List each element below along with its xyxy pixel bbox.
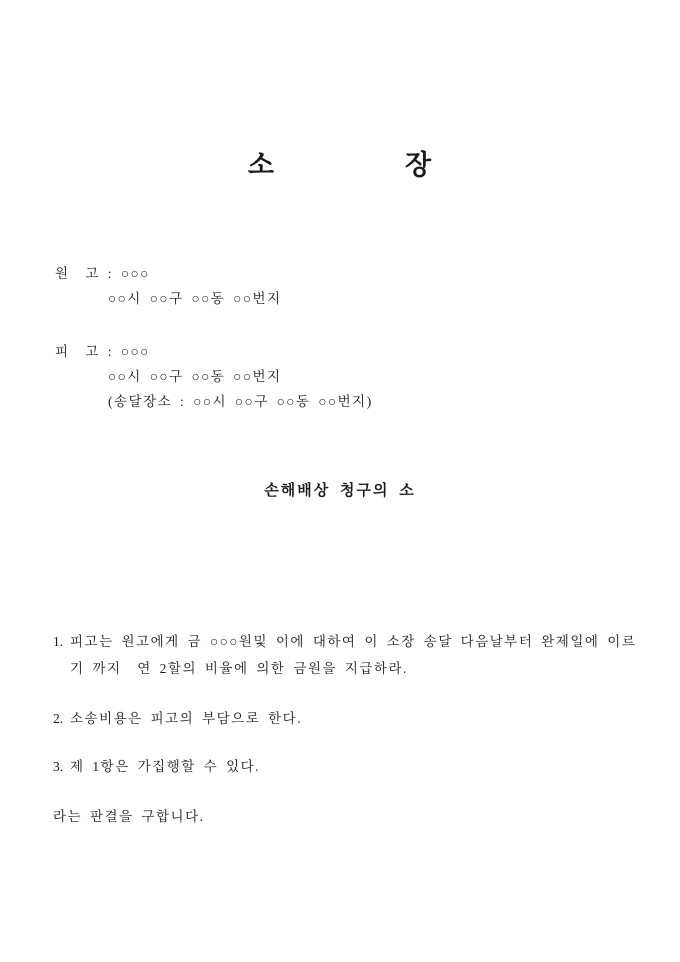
plaintiff-address: ○○시 ○○구 ○○동 ○○번지 [108, 291, 282, 306]
claim-2-number: 2. [53, 711, 64, 726]
plaintiff-label: 원 고 : ○○○ [55, 266, 150, 281]
defendant-address: ○○시 ○○구 ○○동 ○○번지 [108, 369, 282, 384]
claim-1-text [70, 628, 636, 682]
claim-1-number: 1. [53, 634, 64, 649]
claim-3-number: 3. [53, 759, 64, 774]
claim-item-2 [53, 705, 302, 732]
document-title [0, 148, 680, 182]
claim-1-line-2: 기 까지 연 2할의 비율에 의한 금원을 지급하라. [70, 661, 408, 676]
claim-1-line-1: 피고는 원고에게 금 ○○○원및 이에 대하여 이 소장 송달 다음날부터 완제일에 이르 [70, 634, 637, 649]
title-char-right: 장 [405, 150, 433, 180]
defendant-section [55, 339, 373, 414]
defendant-label: 피 고 : ○○○ [55, 344, 150, 359]
claim-item-3 [53, 753, 260, 780]
claim-3-line-1: 제 1항은 가집행할 수 있다. [70, 759, 261, 774]
title-char-left: 소 [247, 150, 275, 180]
case-heading: 손해배상 청구의 소 [264, 483, 416, 499]
closing-statement: 라는 판결을 구합니다. [53, 809, 205, 824]
claim-2-line-1: 소송비용은 피고의 부담으로 한다. [70, 711, 303, 726]
plaintiff-section [55, 261, 282, 311]
defendant-service-address: (송달장소 : ○○시 ○○구 ○○동 ○○번지) [108, 394, 373, 409]
claim-item-1 [53, 628, 636, 682]
